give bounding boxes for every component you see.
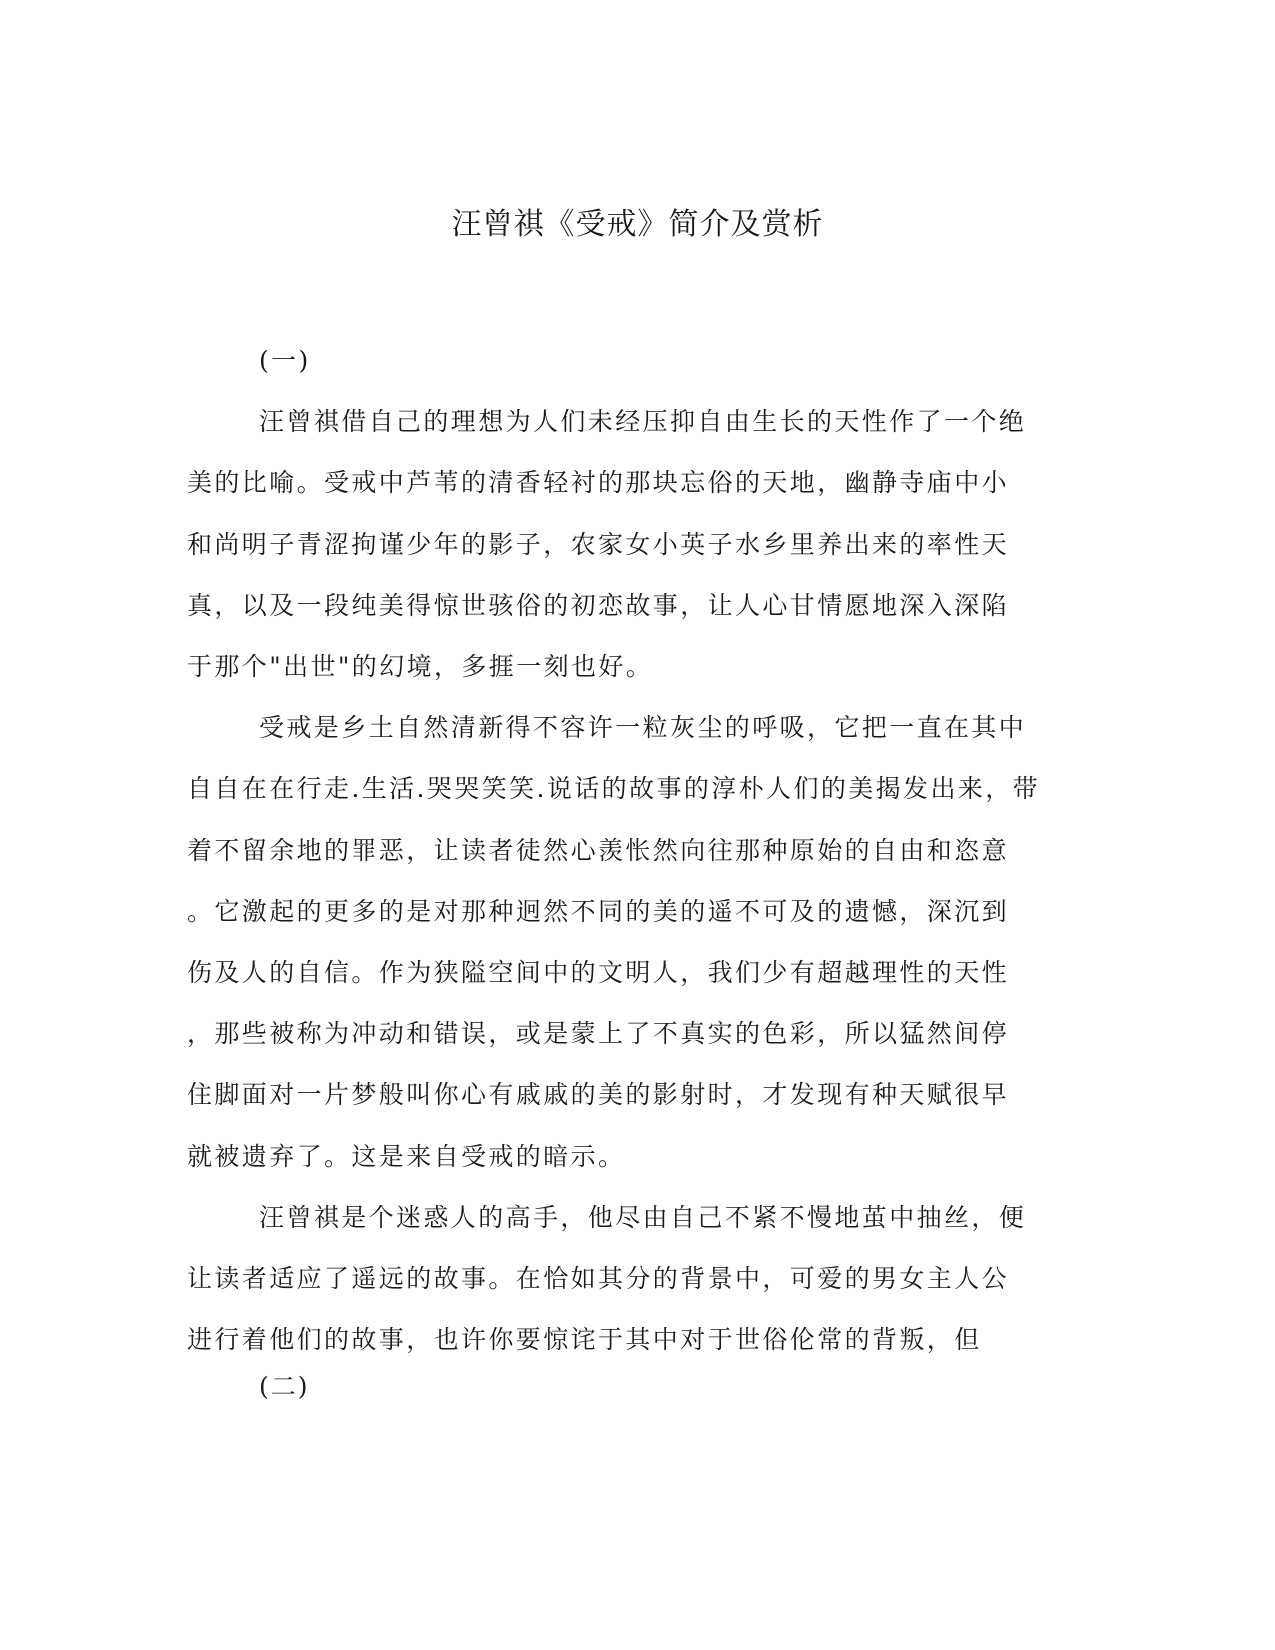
document-title: 汪曾祺《受戒》简介及赏析 (451, 207, 824, 242)
paragraph-line: 进行着他们的故事，也许你要惊诧于其中对于世俗伦常的背叛，但 (187, 1325, 982, 1355)
paragraph-line: 美的比喻。受戒中芦苇的清香轻衬的那块忘俗的天地，幽静寺庙中小 (187, 468, 1010, 498)
paragraph (187, 391, 1067, 697)
paragraph-line: 伤及人的自信。作为狭隘空间中的文明人，我们少有超越理性的天性 (187, 958, 1010, 988)
paragraph-line: 于那个"出世"的幻境，多捱一刻也好。 (187, 652, 654, 682)
paragraph-line: 。它激起的更多的是对那种迥然不同的美的遥不可及的遗憾，深沉到 (187, 896, 1010, 926)
paragraph-line: 汪曾祺是个迷惑人的高手，他尽由自己不紧不慢地茧中抽丝，便 (259, 1202, 1027, 1232)
paragraph-line: 汪曾祺借自己的理想为人们未经压抑自由生长的天性作了一个绝 (259, 407, 1027, 437)
paragraph-line: 让读者适应了遥远的故事。在恰如其分的背景中，可爱的男女主人公 (187, 1264, 1010, 1294)
paragraph (187, 1187, 1067, 1371)
paragraph-line: 住脚面对一片梦般叫你心有戚戚的美的影射时，才发现有种天赋很早 (187, 1080, 1010, 1110)
paragraph-line: 就被遗弃了。这是来自受戒的暗示。 (187, 1141, 626, 1171)
section-heading: (一) (259, 346, 311, 375)
section-heading: (二) (259, 1372, 310, 1401)
paragraph-line: 着不留余地的罪恶，让读者徒然心羡怅然向往那种原始的自由和恣意 (187, 835, 1010, 865)
paragraph (187, 697, 1067, 1187)
paragraph-line: 真，以及一段纯美得惊世骇俗的初恋故事，让人心甘情愿地深入深陷 (187, 590, 1010, 620)
paragraph-line: ，那些被称为冲动和错误，或是蒙上了不真实的色彩，所以猛然间停 (187, 1019, 1010, 1049)
paragraph-line: 和尚明子青涩拘谨少年的影子，农家女小英子水乡里养出来的率性天 (187, 529, 1010, 559)
paragraph-line: 受戒是乡土自然清新得不容许一粒灰尘的呼吸，它把一直在其中 (259, 713, 1027, 743)
paragraph-line: 自自在在行走.生活.哭哭笑笑.说话的故事的淳朴人们的美揭发出来，带 (187, 774, 1041, 804)
document-body (187, 330, 1067, 1370)
